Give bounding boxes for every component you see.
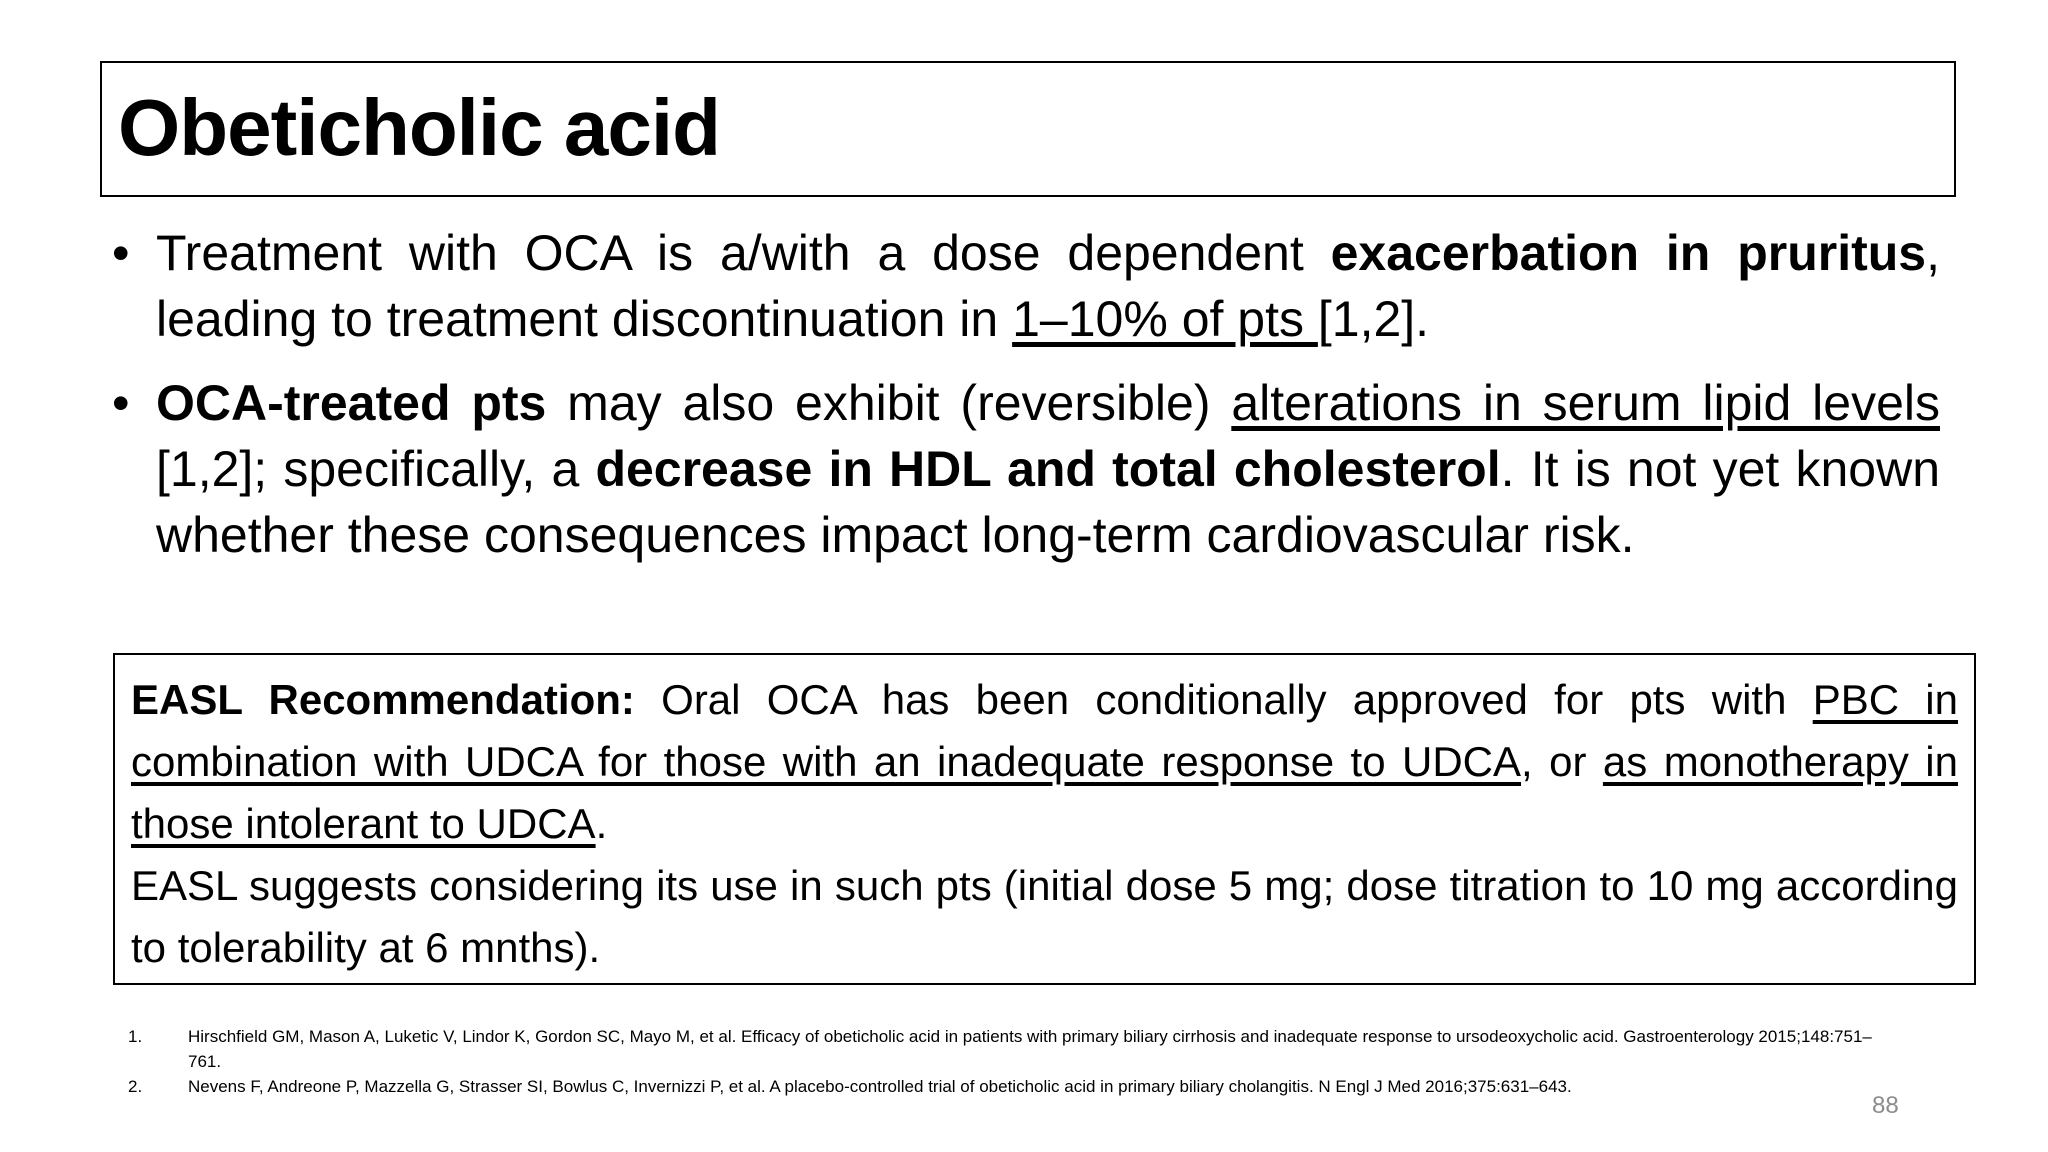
page-number: 88: [1872, 1092, 1899, 1119]
text-segment: .: [595, 800, 608, 847]
recommendation-paragraph: [131, 669, 1958, 855]
reference-item: [128, 1074, 1888, 1099]
bullet-dot: •: [112, 375, 130, 431]
text-segment: [1,2]; specifically, a: [156, 441, 596, 497]
text-segment: Oral OCA has been conditionally approved for pts with: [634, 676, 1813, 723]
reference-number: 2.: [128, 1077, 143, 1096]
reference-list: [128, 1024, 1888, 1099]
bullet-text: [156, 375, 1940, 563]
text-segment-underline: PBC in combination with UDCA for those with an inadequate response to UDCA: [131, 676, 1958, 785]
text-segment: . It is not yet known whether these consequences impact long-term cardiovascular risk.: [156, 441, 1941, 563]
reference-text: Nevens F, Andreone P, Mazzella G, Strasser SI, Bowlus C, Invernizzi P, et al. A placebo-controlled trial of obeticholic acid in primary biliary cholangitis. N Engl J Med 2016;375:631–643.: [188, 1077, 1572, 1096]
bullet-item: [112, 370, 1940, 568]
text-segment: [1,2].: [1317, 291, 1430, 347]
text-segment: Treatment with OCA is a/with a dose dependent: [156, 225, 1331, 281]
recommendation-suggestion: EASL suggests considering its use in such pts (initial dose 5 mg; dose titration to 10 mg according to tolerability at 6 mnths).: [131, 862, 1958, 971]
reference-number: 1.: [128, 1027, 143, 1046]
reference-text: Hirschfield GM, Mason A, Luketic V, Lindor K, Gordon SC, Mayo M, et al. Efficacy of obeticholic acid in patients with primary biliary cirrhosis and inadequate response to ursodeoxycholic acid. Gastroenterology 2015;148:751–761.: [188, 1027, 1872, 1071]
bullet-list: [112, 220, 1940, 586]
bullet-dot: •: [112, 225, 130, 281]
recommendation-box: [113, 653, 1976, 985]
text-segment-bold: decrease in HDL and total cholesterol: [595, 441, 1501, 497]
text-segment: , leading to treatment discontinuation in: [156, 225, 1940, 347]
text-segment: , or: [1521, 738, 1603, 785]
text-segment: may also exhibit (reversible): [546, 375, 1232, 431]
recommendation-label: EASL Recommendation:: [131, 676, 635, 723]
text-segment-underline: alterations in serum lipid levels: [1231, 375, 1940, 431]
slide-title: Obeticholic acid: [118, 83, 720, 172]
reference-item: [128, 1024, 1888, 1074]
title-box: [100, 61, 1956, 197]
bullet-item: [112, 220, 1940, 352]
text-segment-bold: OCA-treated pts: [156, 375, 547, 431]
text-segment-underline: 1–10% of pts: [1012, 291, 1318, 347]
bullet-text: [156, 225, 1940, 347]
text-segment-bold: exacerbation in pruritus: [1330, 225, 1927, 281]
text-segment-underline: as monotherapy in those intolerant to UDCA: [131, 738, 1958, 847]
